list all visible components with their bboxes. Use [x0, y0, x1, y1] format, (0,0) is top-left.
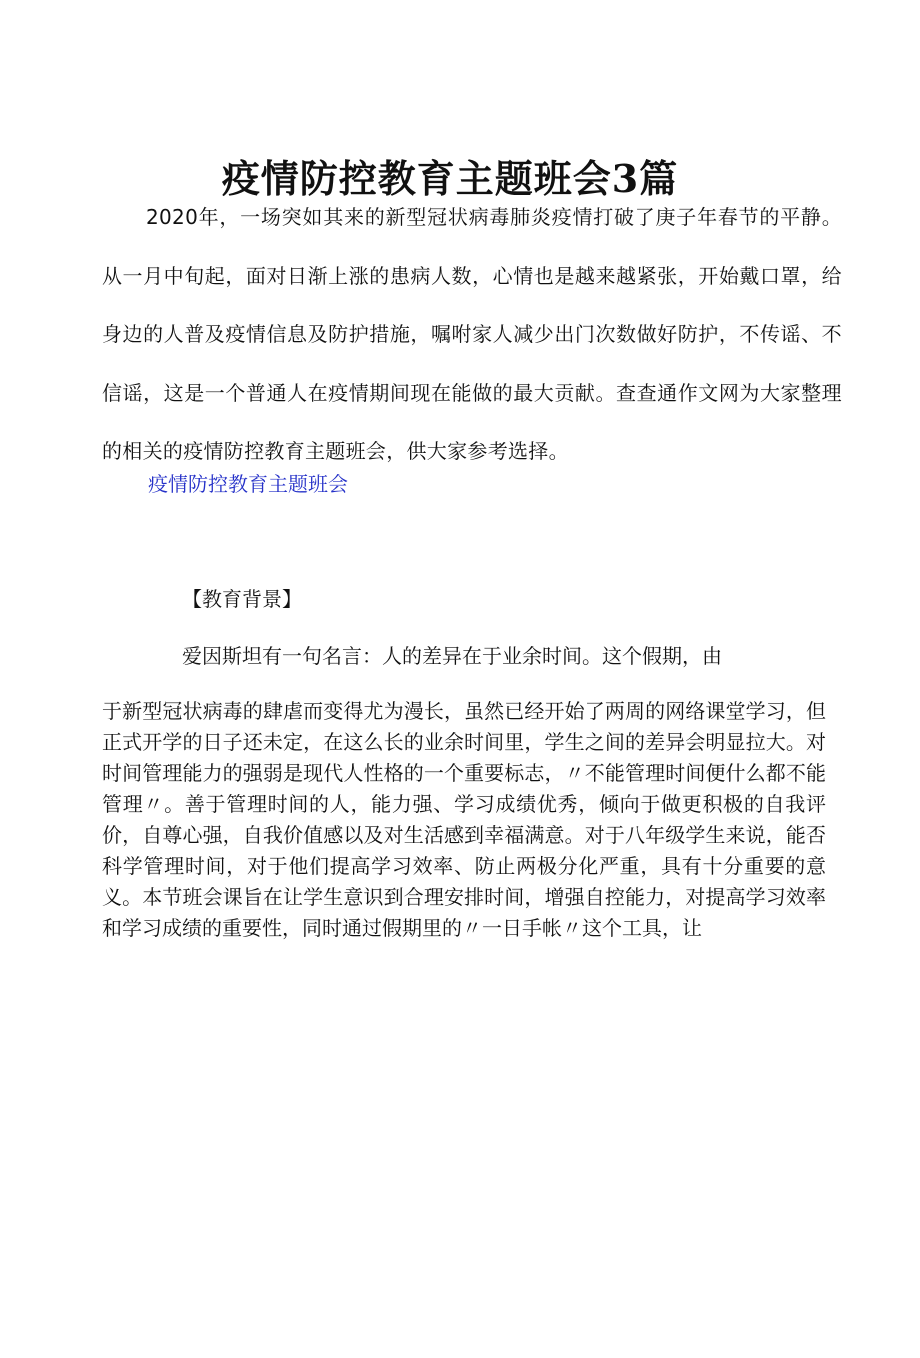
body-paragraph-first-line: 爱因斯坦有一句名言：人的差异在于业余时间。这个假期，由	[182, 644, 722, 668]
document-title: 疫情防控教育主题班会3篇	[221, 156, 679, 202]
body-paragraph: 于新型冠状病毒的肆虐而变得尤为漫长，虽然已经开始了两周的网络课堂学习，但正式开学的日子还未定，在这么长的业余时间里，学生之间的差异会明显拉大。对时间管理能力的强弱是现代人性格的一个重要标志，〃不能管理时间便什么都不能管理〃。善于管理时间的人，能力强、学习成绩优秀，倾向于做更积极的自我评价，自尊心强，自我价值感以及对生活感到幸福满意。对于八年级学生来说，能否科学管理时间，对于他们提高学习效率、防止两极分化严重，具有十分重要的意义。本节班会课旨在让学生意识到合理安排时间，增强自控能力，对提高学习效率和学习成绩的重要性，同时通过假期里的〃一日手帐〃这个工具，让	[102, 699, 826, 940]
theme-meeting-link[interactable]: 疫情防控教育主题班会	[148, 472, 348, 496]
section-heading-education-background: 【教育背景】	[182, 587, 302, 611]
intro-paragraph: 2020年，一场突如其来的新型冠状病毒肺炎疫情打破了庚子年春节的平静。从一月中旬起，面对日渐上涨的患病人数，心情也是越来越紧张，开始戴口罩，给身边的人普及疫情信息及防护措施，嘱咐家人减少出门次数做好防护，不传谣、不信谣，这是一个普通人在疫情期间现在能做的最大贡献。查查通作文网为大家整理的相关的疫情防控教育主题班会，供大家参考选择。	[102, 205, 842, 463]
